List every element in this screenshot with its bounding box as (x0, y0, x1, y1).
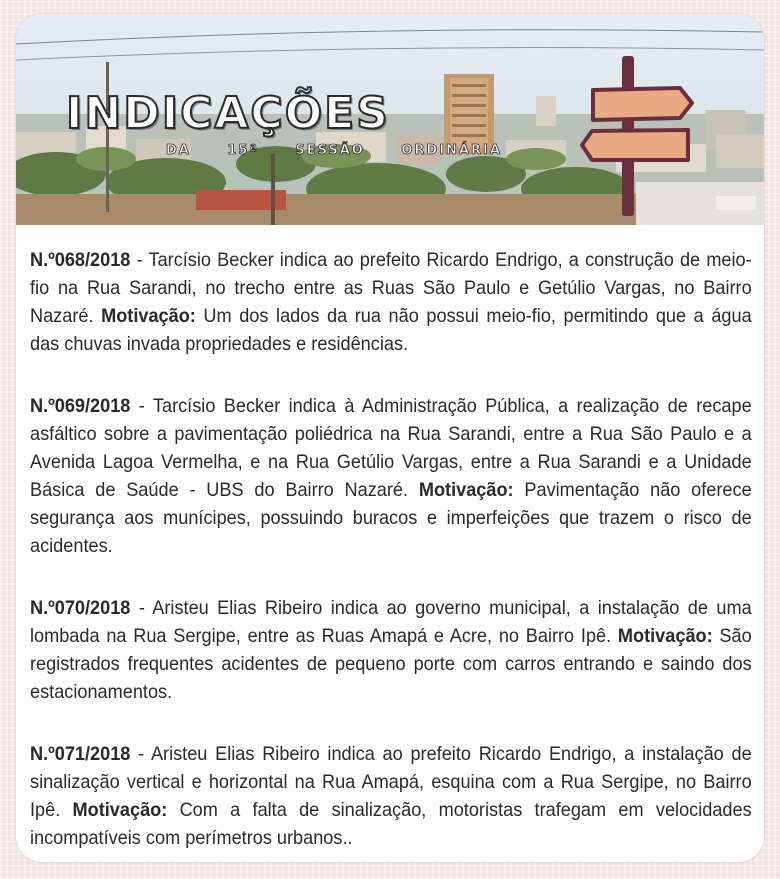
document-card (16, 14, 764, 862)
motivation-text: Com a falta de sinalização, motoristas trafegam em velocidades incompatíveis com perímetros urbanos.. (30, 799, 752, 849)
motivation-label: Motivação: (101, 305, 196, 327)
indication-number: N.º071/2018 (30, 743, 131, 765)
header-banner (16, 14, 764, 225)
motivation-label: Motivação: (617, 625, 713, 647)
motivation-label: Motivação: (418, 479, 514, 501)
indications-list (30, 246, 752, 862)
indication-number: N.º068/2018 (30, 249, 131, 271)
indication-item (30, 392, 752, 560)
indication-number: N.º070/2018 (30, 597, 131, 619)
page-subtitle: DA 15ª SESSÃO ORDINÁRIA (166, 143, 502, 158)
page-title: INDICAÇÕES (66, 88, 390, 139)
indication-item (30, 246, 752, 358)
motivation-label: Motivação: (72, 799, 168, 821)
indication-text: - Aristeu Elias Ribeiro indica ao prefeito Ricardo Endrigo, a instalação de sinalização vertical e horizontal na Rua Amapá, esquina com a Rua Sergipe, no Bairro Ipê. (30, 743, 752, 821)
motivation-text: Pavimentação não oferece segurança aos munícipes, possuindo buracos e imperfeições que trazem o risco de acidentes. (30, 479, 752, 557)
motivation-text: Um dos lados da rua não possui meio-fio, permitindo que a água das chuvas invada propriedades e residências. (30, 305, 752, 355)
indication-number: N.º069/2018 (30, 395, 131, 417)
indication-text: - Aristeu Elias Ribeiro indica ao governo municipal, a instalação de uma lombada na Rua Sergipe, entre as Ruas Amapá e Acre, no Bairro Ipê. (30, 597, 752, 647)
indication-text: - Tarcísio Becker indica ao prefeito Ricardo Endrigo, a construção de meio-fio na Rua Sarandi, no trecho entre as Ruas São Paulo e Getúlio Vargas, no Bairro Nazaré. (30, 249, 752, 327)
motivation-text: São registrados frequentes acidentes de pequeno porte com carros entrando e saindo dos estacionamentos. (30, 625, 752, 703)
indication-item (30, 594, 752, 706)
indication-text: - Tarcísio Becker indica à Administração Pública, a realização de recape asfáltico sobre a pavimentação poliédrica na Rua Sarandi, entre a Rua São Paulo e a Avenida Lagoa Vermelha, e na Rua Getúlio Vargas, entre a Rua Sarandi e a Unidade Básica de Saúde - UBS do Bairro Nazaré. (30, 395, 752, 501)
indication-item (30, 740, 752, 852)
